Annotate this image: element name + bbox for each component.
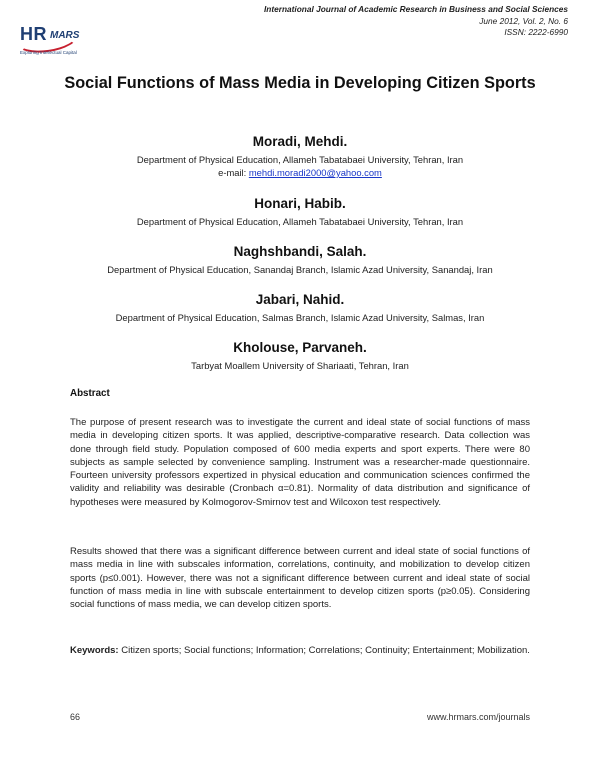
author-name: Moradi, Mehdi. <box>252 134 348 149</box>
author-affiliation: Department of Physical Education, Salmas Branch, Islamic Azad University, Salmas, Iran <box>115 312 485 323</box>
logo-sub: MARS <box>50 30 80 41</box>
paper-title: Social Functions of Mass Media in Developing Citizen Sports <box>64 74 536 92</box>
abstract-paragraph-2: Results showed that there was a significant difference between current and ideal state of social functions of mass media in line with subscales information, correlations, continuity, and mobilization to develop citizen sports (p≤0.001). However, there was not a significant difference between current and ideal state of social function of mass media in line with subscale entertainment to develop citizen sports (p≥0.05). Considering social functions of mass media, we can develop citizen sports. <box>70 546 530 611</box>
author-block <box>0 340 600 372</box>
page-number: 66 <box>70 712 81 722</box>
author-affiliation: Department of Physical Education, Sanandaj Branch, Islamic Azad University, Sanandaj, Iran <box>107 264 493 275</box>
author-name: Jabari, Nahid. <box>255 292 345 307</box>
logo-tagline: Exploring Intellectual Capital <box>20 50 77 55</box>
hrmars-logo <box>16 24 104 60</box>
author-affiliation: Tarbyat Moallem University of Shariaati, Tehran, Iran <box>191 360 409 371</box>
author-name: Honari, Habib. <box>254 196 346 211</box>
keywords-list: Citizen sports; Social functions; Information; Correlations; Continuity; Entertainment; Mobilization. <box>118 645 530 656</box>
journal-issue: June 2012, Vol. 2, No. 6 <box>479 15 568 26</box>
author-block <box>0 134 600 179</box>
author-block <box>0 244 600 276</box>
author-name: Kholouse, Parvaneh. <box>233 340 367 355</box>
abstract-heading: Abstract <box>70 388 110 399</box>
journal-header <box>264 4 568 39</box>
keywords-label: Keywords: <box>70 645 119 656</box>
author-name: Naghshbandi, Salah. <box>233 244 367 259</box>
email-label: e-mail: <box>218 167 249 178</box>
footer-url: www.hrmars.com/journals <box>426 712 530 722</box>
author-block <box>0 292 600 324</box>
journal-issn: ISSN: 2222-6990 <box>504 27 568 37</box>
author-affiliation: Department of Physical Education, Allameh Tabatabaei University, Tehran, Iran <box>136 216 464 227</box>
author-email-link[interactable]: mehdi.moradi2000@yahoo.com <box>248 167 382 178</box>
abstract-paragraph-1: The purpose of present research was to investigate the current and ideal state of social functions of mass media in developing citizen sports. It was applied, descriptive-comparative research. Data collection was done through field study. Population composed of 600 media experts and sport experts. There were 80 subjects as sample selected by convenience sampling. Instrument was a researcher-made questionnaire. Fourteen university professors expertized in physical education and communication sciences confirmed the validity and reliability was desirable (Cronbach α=0.81). Normality of data distribution and significance of hypotheses were measured by Kolmogorov-Smirnov test and Wilcoxon test respectively. <box>70 417 530 508</box>
author-block <box>0 196 600 228</box>
logo-text: HR <box>20 24 47 44</box>
author-affiliation: Department of Physical Education, Allameh Tabatabaei University, Tehran, Iran <box>136 154 464 165</box>
author-email-line <box>0 166 600 179</box>
keywords-paragraph <box>70 644 530 657</box>
journal-name: International Journal of Academic Research in Business and Social Sciences <box>263 4 568 14</box>
